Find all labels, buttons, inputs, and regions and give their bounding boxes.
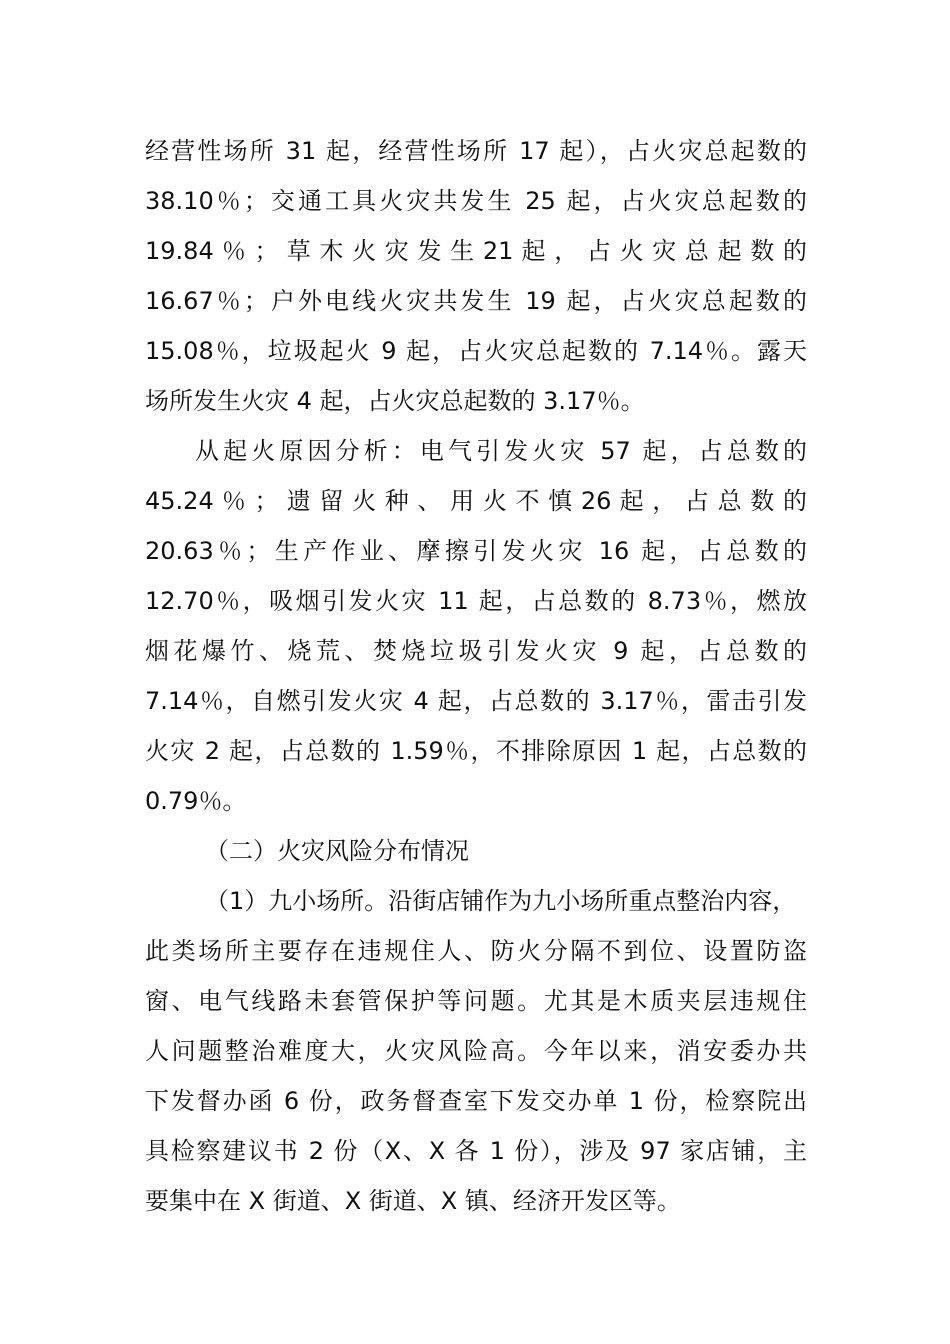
text-line: 7.14％，自燃引发火灾 4 起，占总数的 3.17％，雷击引发 [145, 687, 807, 715]
text-line: 具检察建议书 2 份（X、X 各 1 份），涉及 97 家店铺，主 [145, 1137, 807, 1165]
text-line: 下发督办函 6 份，政务督查室下发交办单 1 份，检察院出 [145, 1087, 807, 1115]
text-line: 19.84 ％ ； 草 木 火 灾 发 生 21 起 ， 占 火 灾 总 起 数 的 [145, 237, 807, 265]
text-line: 16.67％；户外电线火灾共发生 19 起，占火灾总起数的 [145, 287, 807, 315]
paragraph-start-line: 从起火原因分析：电气引发火灾 57 起，占总数的 [195, 437, 807, 465]
section-heading: （二）火灾风险分布情况 [205, 837, 469, 865]
text-line: 烟花爆竹、烧荒、焚烧垃圾引发火灾 9 起，占总数的 [145, 637, 807, 665]
document-body [145, 126, 807, 1226]
text-line: 20.63％；生产作业、摩擦引发火灾 16 起，占总数的 [145, 537, 807, 565]
text-line: 火灾 2 起，占总数的 1.59％，不排除原因 1 起，占总数的 [145, 737, 807, 765]
text-line: 12.70％，吸烟引发火灾 11 起，占总数的 8.73％，燃放 [145, 587, 807, 615]
text-line: 15.08％，垃圾起火 9 起，占火灾总起数的 7.14％。露天 [145, 337, 807, 365]
paragraph-start-line: （1）九小场所。沿街店铺作为九小场所重点整治内容， [205, 887, 797, 915]
text-line: 人问题整治难度大，火灾风险高。今年以来，消安委办共 [145, 1037, 807, 1065]
text-line: 要集中在 X 街道、X 街道、X 镇、经济开发区等。 [145, 1187, 681, 1215]
text-line: 场所发生火灾 4 起，占火灾总起数的 3.17％。 [145, 387, 645, 415]
text-line: 45.24 ％ ； 遗 留 火 种 、 用 火 不 慎 26 起 ， 占 总 数 的 [145, 487, 807, 515]
text-line: 窗、电气线路未套管保护等问题。尤其是木质夹层违规住 [145, 987, 807, 1015]
text-line: 经营性场所 31 起，经营性场所 17 起），占火灾总起数的 [145, 137, 807, 165]
text-line: 此类场所主要存在违规住人、防火分隔不到位、设置防盗 [145, 937, 807, 965]
text-line: 38.10％；交通工具火灾共发生 25 起，占火灾总起数的 [145, 187, 807, 215]
text-line: 0.79％。 [145, 787, 247, 815]
